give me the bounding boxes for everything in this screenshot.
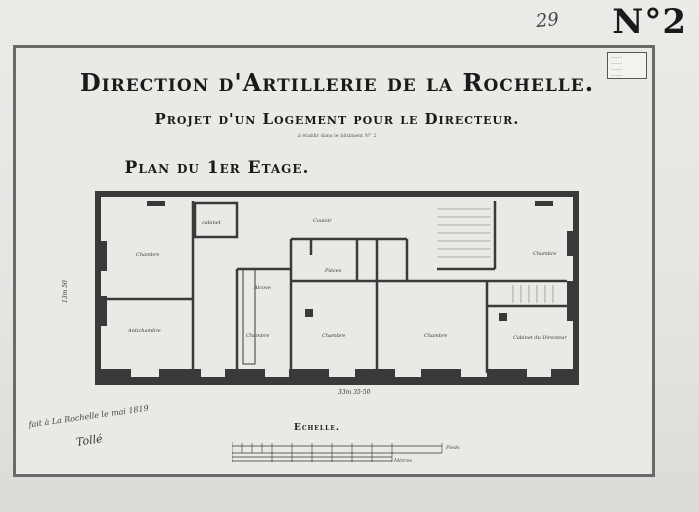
room-label-chambre-ne: Chambre bbox=[533, 251, 557, 257]
room-label-chambre-center: Chambre bbox=[322, 333, 346, 339]
fireplaces bbox=[147, 201, 553, 321]
floor-title: Plan du 1er Etage. bbox=[124, 158, 310, 178]
scale-title: Echelle. bbox=[294, 423, 341, 433]
archive-stamp: ······· ······· ······· ······· bbox=[607, 52, 647, 79]
sheet-number: N°2 bbox=[612, 2, 687, 42]
room-label-couloir: Couloir bbox=[313, 218, 332, 224]
interior-walls bbox=[105, 201, 567, 373]
room-label-cabinet-directeur: Cabinet du Directeur bbox=[513, 335, 567, 341]
signature-date: fait à La Rochelle le mai 1819 bbox=[27, 403, 150, 430]
floor-plan bbox=[95, 191, 579, 391]
outer-wall bbox=[97, 193, 577, 381]
total-length-dimension: 33m 35·50 bbox=[338, 389, 371, 396]
room-label-alcove: Alcove bbox=[254, 285, 271, 291]
side-dimension: 13m 50 bbox=[62, 280, 69, 303]
scale-unit-pieds: Pieds bbox=[446, 445, 460, 451]
scale-bar bbox=[232, 440, 452, 464]
room-label-chambre-east: Chambre bbox=[424, 333, 448, 339]
room-label-pieces: Pièces bbox=[325, 268, 342, 274]
room-label-chambre-nw: Chambre bbox=[136, 252, 160, 258]
signature: Tollé bbox=[75, 432, 104, 449]
main-title: Direction d'Artillerie de la Rochelle. bbox=[79, 68, 595, 97]
project-note: à établir dans le bâtiment N° 2 bbox=[297, 133, 377, 139]
scale-unit-metres: Mètres bbox=[394, 458, 413, 464]
room-label-antichambre: Antichambre bbox=[128, 328, 161, 334]
folio-number: 29 bbox=[534, 8, 560, 33]
project-title: Projet d'un Logement pour le Directeur. bbox=[154, 110, 520, 128]
drawing-frame bbox=[13, 45, 655, 477]
room-label-chambre-2: Chambre bbox=[246, 333, 270, 339]
room-label-cabinet: cabinet bbox=[202, 220, 221, 226]
